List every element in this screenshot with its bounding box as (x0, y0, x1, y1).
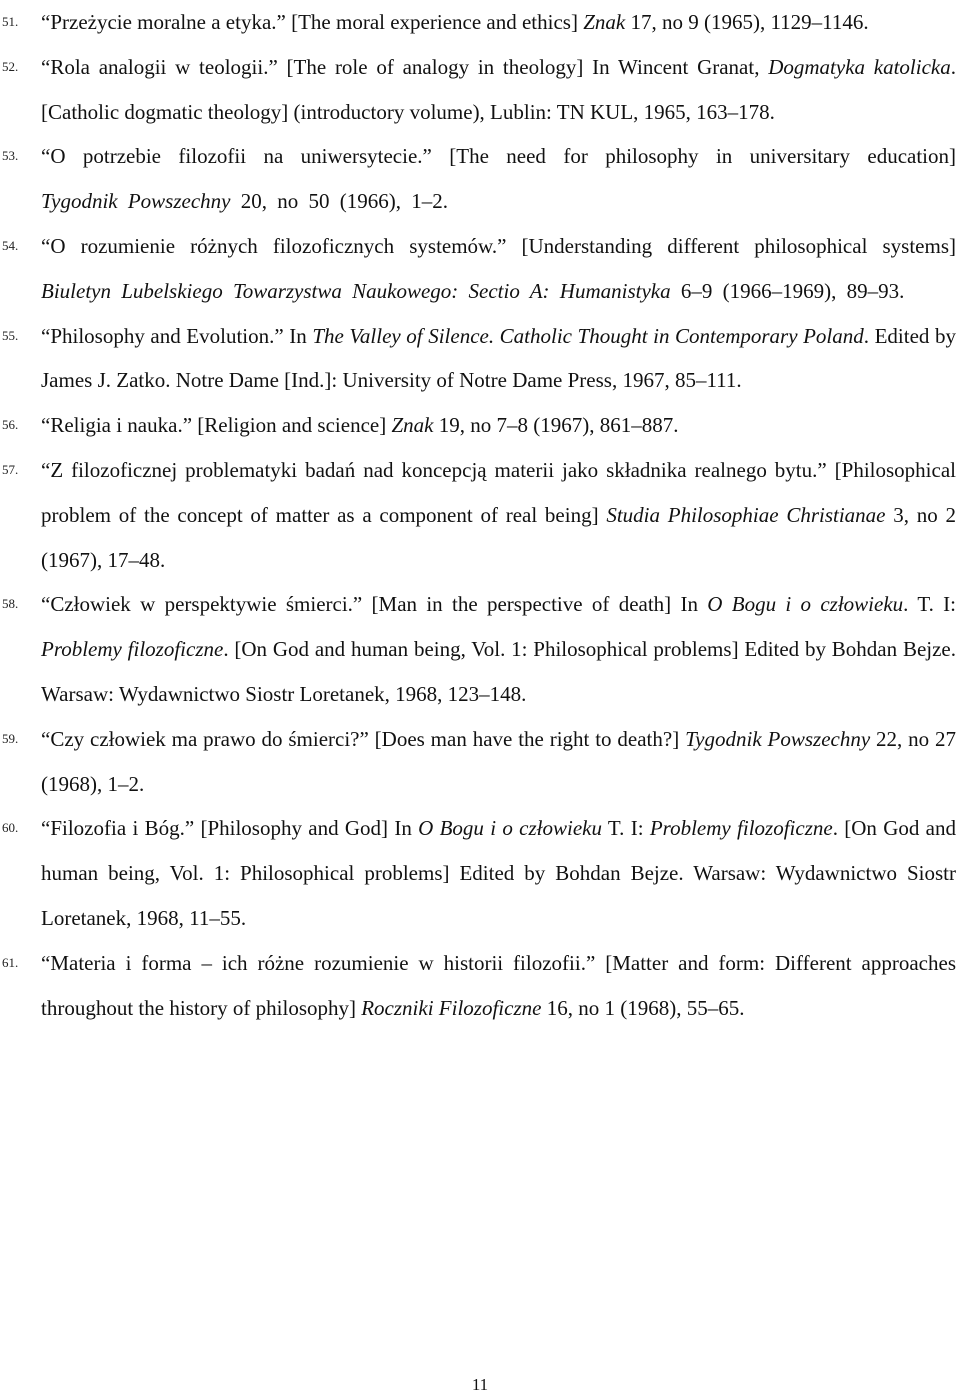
bibliography-entry (0, 224, 960, 314)
entry-number: 56. (2, 417, 19, 433)
entry-text: . [Catholic dogmatic theology] (introductory volume), Lublin: TN KUL, 1965, 163–178. (41, 54, 956, 124)
entry-text: “Przeżycie moralne a etyka.” [The moral experience and ethics] (41, 10, 584, 34)
bibliography-entry (0, 45, 960, 135)
entry-italic-title: Problemy filozoficzne (649, 816, 833, 841)
entry-number: 52. (2, 58, 19, 74)
entry-text: 19, no 7–8 (1967), 861–887. (433, 413, 679, 438)
entry-number: 59. (2, 730, 19, 746)
bibliography-entry (0, 941, 960, 1031)
entry-text: “Philosophy and Evolution.” In (41, 323, 313, 348)
entry-text: “Czy człowiek ma prawo do śmierci?” [Does man have the right to death?] (41, 726, 686, 751)
entry-italic-title: Tygodnik Powszechny (41, 189, 231, 214)
entry-text: “Filozofia i Bóg.” [Philosophy and God] In (41, 816, 419, 841)
entry-italic-title: O Bogu i o człowieku (418, 816, 602, 841)
bibliography-entry (0, 134, 960, 224)
entry-italic-title: O Bogu i o człowieku (707, 592, 904, 617)
entry-text: . [On God and human being, Vol. 1: Philosophical problems] Edited by Bohdan Bejze. Warsaw: Wydawnictwo Siostr Loretanek, 1968, 123–148. (41, 637, 956, 706)
page-number: 11 (471, 1375, 489, 1394)
entry-italic-title: Biuletyn Lubelskiego Towarzystwa Naukowego: Sectio A: Humanistyka (41, 278, 671, 303)
entry-text: 17, no 9 (1965), 1129–1146. (625, 10, 869, 34)
entry-italic-title: Roczniki Filozoficzne (361, 995, 542, 1020)
entry-italic-title: Problemy filozoficzne (41, 637, 224, 662)
bibliography-entry (0, 314, 960, 404)
entry-text: 6–9 (1966–1969), 89–93. (670, 278, 905, 303)
entry-italic-title: Tygodnik Powszechny (685, 726, 871, 751)
entry-number: 54. (2, 237, 19, 253)
entry-number: 58. (2, 596, 19, 612)
entry-number: 51. (2, 14, 19, 29)
entry-text: T. I: (601, 816, 650, 841)
entry-text: . [On God and human being, Vol. 1: Philosophical problems] Edited by Bohdan Bejze. Warsaw: Wydawnictwo Siostr Loretanek, 1968, 11–55. (41, 816, 956, 930)
bibliography-entry (0, 806, 960, 940)
entry-text: “O rozumienie różnych filozoficznych systemów.” [Understanding different philosophical systems] (41, 233, 956, 258)
entry-italic-title: Dogmatyka katolicka (768, 54, 951, 79)
entry-text: . Edited by James J. Zatko. Notre Dame [Ind.]: University of Notre Dame Press, 1967, 85–111. (41, 323, 956, 393)
entry-text: 20, no 50 (1966), 1–2. (230, 189, 448, 214)
entry-italic-title: Znak (583, 10, 626, 34)
entry-text: 16, no 1 (1968), 55–65. (541, 995, 745, 1020)
entry-text: 3, no 2 (1967), 17–48. (41, 502, 957, 572)
bibliography-entry (0, 582, 960, 716)
bibliography-entry (0, 448, 960, 582)
entry-number: 60. (2, 820, 19, 836)
bibliography-entry (0, 0, 960, 45)
entry-text: “Rola analogii w teologii.” [The role of analogy in theology] In Wincent Granat, (41, 54, 769, 79)
entry-text: “Religia i nauka.” [Religion and science] (41, 413, 392, 438)
entry-text: “Człowiek w perspektywie śmierci.” [Man in the perspective of death] In (41, 592, 708, 617)
entry-number: 57. (2, 461, 19, 477)
entry-italic-title: Studia Philosophiae Christianae (606, 502, 886, 527)
entry-text: “O potrzebie filozofii na uniwersytecie.” [The need for philosophy in universitary education] (41, 144, 956, 169)
entry-number: 55. (2, 327, 19, 343)
entry-number: 53. (2, 148, 19, 164)
entry-text: “Materia i forma – ich różne rozumienie w historii filozofii.” [Matter and form: Different approaches throughout the history of philosophy] (41, 950, 956, 1020)
entry-italic-title: The Valley of Silence. Catholic Thought in Contemporary Poland (312, 323, 864, 348)
entry-italic-title: Znak (391, 413, 434, 438)
entry-text: 22, no 27 (1968), 1–2. (41, 726, 956, 796)
entry-text: “Z filozoficznej problematyki badań nad koncepcją materii jako składnika realnego bytu.” [Philosophical problem of the concept of matter as a component of real being] (41, 457, 956, 527)
entry-text: . T. I: (903, 592, 957, 617)
bibliography-entry (0, 403, 960, 448)
entry-number: 61. (2, 954, 19, 970)
bibliography-entry (0, 717, 960, 807)
